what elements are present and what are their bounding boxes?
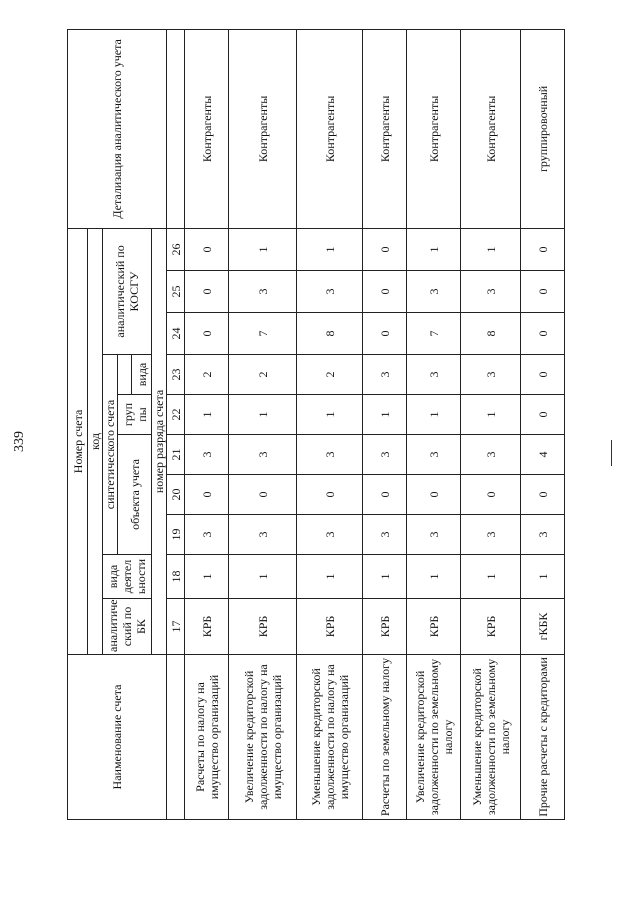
detail-cell: Контрагенты: [185, 29, 229, 228]
cell-17: КРБ: [363, 599, 407, 655]
digit-22: 22: [167, 395, 185, 435]
cell-26: 0: [363, 228, 407, 270]
cell-25: 0: [363, 271, 407, 313]
cell-19: 3: [407, 515, 461, 555]
detail-cell: Контрагенты: [229, 29, 297, 228]
header-detail: Детализация аналитического учета: [68, 29, 167, 228]
data-rows: [185, 29, 565, 819]
cell-20: 0: [229, 475, 297, 515]
header-digit-number: номер разряда счета: [152, 228, 167, 654]
cell-23: 2: [185, 355, 229, 395]
cell-22: 1: [407, 395, 461, 435]
cell-17: КРБ: [461, 599, 521, 655]
cell-20: 0: [185, 475, 229, 515]
account-name-cell: Уменьшение кредиторской задолженности по земельному налогу: [461, 655, 521, 820]
cell-23: 3: [461, 355, 521, 395]
digit-26: 26: [167, 228, 185, 270]
header-activity-type: вида деятел ьности: [103, 555, 152, 599]
detail-cell: группировочный: [521, 29, 565, 228]
cell-18: 1: [363, 555, 407, 599]
header-synthetic: синтетического счета: [103, 355, 118, 555]
header-analytic-bk: аналитиче ский по БК: [103, 599, 152, 655]
cell-24: 8: [461, 313, 521, 355]
cell-26: 1: [229, 228, 297, 270]
cell-23: 0: [521, 355, 565, 395]
header-account-name: Наименование счета: [68, 655, 167, 820]
table-row: [229, 29, 297, 819]
cell-20: 0: [521, 475, 565, 515]
header-account-object: объекта учета: [118, 435, 152, 555]
digit-25: 25: [167, 271, 185, 313]
cell-21: 3: [363, 435, 407, 475]
cell-23: 3: [407, 355, 461, 395]
account-name-cell: Увеличение кредиторской задолженности по земельному налогу: [407, 655, 461, 820]
cell-19: 3: [297, 515, 363, 555]
cell-17: КРБ: [297, 599, 363, 655]
digit-20: 20: [167, 475, 185, 515]
cell-26: 0: [521, 228, 565, 270]
digit-24: 24: [167, 313, 185, 355]
cell-24: 0: [363, 313, 407, 355]
table-row: [461, 29, 521, 819]
cell-22: 1: [297, 395, 363, 435]
cell-25: 0: [521, 271, 565, 313]
page-number: 339: [12, 431, 27, 452]
cell-22: 1: [185, 395, 229, 435]
table-row: [297, 29, 363, 819]
cell-25: 3: [297, 271, 363, 313]
cell-21: 3: [229, 435, 297, 475]
cell-17: КРБ: [229, 599, 297, 655]
table-row: [407, 29, 461, 819]
account-name-cell: Расчеты по налогу на имущество организаций: [185, 655, 229, 820]
account-name-cell: Прочие расчеты с кредиторами: [521, 655, 565, 820]
table-row: [521, 29, 565, 819]
cell-19: 3: [363, 515, 407, 555]
cell-24: 7: [407, 313, 461, 355]
cell-21: 3: [297, 435, 363, 475]
cell-26: 1: [297, 228, 363, 270]
digit-23: 23: [167, 355, 185, 395]
cell-26: 1: [407, 228, 461, 270]
cell-21: 3: [407, 435, 461, 475]
cell-26: 0: [185, 228, 229, 270]
detail-cell: Контрагенты: [407, 29, 461, 228]
cell-18: 1: [229, 555, 297, 599]
table-row: [363, 29, 407, 819]
header-code: код: [88, 228, 103, 654]
cell-24: 7: [229, 313, 297, 355]
cell-19: 3: [461, 515, 521, 555]
digit-17: 17: [167, 599, 185, 655]
cell-18: 1: [185, 555, 229, 599]
header-account-number: Номер счета: [68, 228, 88, 654]
cell-25: 3: [229, 271, 297, 313]
cell-24: 0: [185, 313, 229, 355]
cell-20: 0: [363, 475, 407, 515]
cell-21: 3: [461, 435, 521, 475]
table-body: [68, 29, 185, 819]
cell-22: 1: [363, 395, 407, 435]
cell-20: 0: [407, 475, 461, 515]
cell-20: 0: [461, 475, 521, 515]
cell-25: 3: [461, 271, 521, 313]
account-name-cell: Увеличение кредиторской задолженности по налогу на имущество организаций: [229, 655, 297, 820]
digit-row: [167, 29, 185, 819]
detail-cell: Контрагенты: [461, 29, 521, 228]
cell-20: 0: [297, 475, 363, 515]
header-analytic-kosgu: аналитический по КОСГУ: [103, 228, 152, 354]
cell-25: 0: [185, 271, 229, 313]
cell-19: 3: [185, 515, 229, 555]
cell-23: 2: [297, 355, 363, 395]
account-name-cell: Уменьшение кредиторской задолженности по налогу на имущество организаций: [297, 655, 363, 820]
cell-26: 1: [461, 228, 521, 270]
cell-23: 3: [363, 355, 407, 395]
accounts-table: [67, 29, 565, 820]
cell-23: 2: [229, 355, 297, 395]
cell-21: 4: [521, 435, 565, 475]
cell-24: 0: [521, 313, 565, 355]
header-kind: вида: [132, 355, 152, 395]
digit-21: 21: [167, 435, 185, 475]
cell-25: 3: [407, 271, 461, 313]
cell-19: 3: [521, 515, 565, 555]
cell-19: 3: [229, 515, 297, 555]
cell-22: 1: [461, 395, 521, 435]
header-group: груп пы: [118, 395, 152, 435]
margin-mark: [611, 440, 612, 466]
digit-18: 18: [167, 555, 185, 599]
table-row: [185, 29, 229, 819]
cell-17: КРБ: [185, 599, 229, 655]
cell-24: 8: [297, 313, 363, 355]
cell-18: 1: [407, 555, 461, 599]
detail-cell: Контрагенты: [297, 29, 363, 228]
detail-cell: Контрагенты: [363, 29, 407, 228]
cell-18: 1: [521, 555, 565, 599]
cell-22: 1: [229, 395, 297, 435]
digit-19: 19: [167, 515, 185, 555]
cell-17: гКБК: [521, 599, 565, 655]
account-name-cell: Расчеты по земельному налогу: [363, 655, 407, 820]
cell-17: КРБ: [407, 599, 461, 655]
cell-21: 3: [185, 435, 229, 475]
cell-18: 1: [461, 555, 521, 599]
cell-18: 1: [297, 555, 363, 599]
cell-22: 0: [521, 395, 565, 435]
